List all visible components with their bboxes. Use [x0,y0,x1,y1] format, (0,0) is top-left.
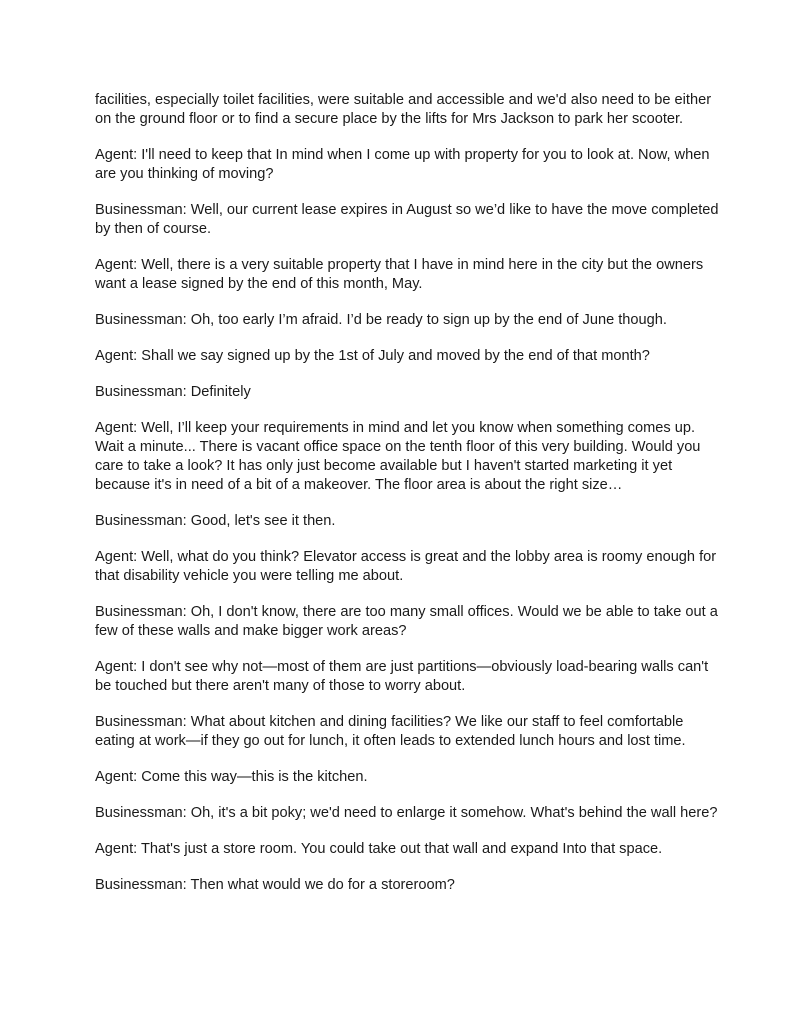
paragraph-7: Businessman: Definitely [95,384,251,400]
paragraph-4: Agent: Well, there is a very suitable property that I have in mind here in the city but the owners want a lease signed by the end of this month, May. [95,257,704,292]
paragraph-10: Agent: Well, what do you think? Elevator access is great and the lobby area is roomy enough for that disability vehicle you were telling me about. [95,549,717,584]
paragraph-13: Businessman: What about kitchen and dining facilities? We like our staff to feel comfortable eating at work—if they go out for lunch, it often leads to extended lunch hours and lost time. [95,714,686,749]
paragraph-17: Businessman: Then what would we do for a storeroom? [95,877,455,893]
paragraph-3: Businessman: Well, our current lease expires in August so we’d like to have the move completed by then of course. [95,202,719,237]
paragraph-9: Businessman: Good, let's see it then. [95,513,336,529]
paragraph-5: Businessman: Oh, too early I’m afraid. I’d be ready to sign up by the end of June though. [95,312,667,328]
paragraph-8: Agent: Well, I’ll keep your requirements in mind and let you know when something comes up. Wait a minute... There is vacant office space on the tenth floor of this very building. Would you care to take a look? It has only just become available but I haven't started marketing it yet because it's in need of a bit of a makeover. The floor area is about the right size… [95,420,701,493]
paragraph-1: facilities, especially toilet facilities, were suitable and accessible and we'd also need to be either on the ground floor or to find a secure place by the lifts for Mrs Jackson to park her scooter. [95,92,712,127]
paragraph-16: Agent: That's just a store room. You could take out that wall and expand Into that space. [95,841,663,857]
paragraph-12: Agent: I don't see why not—most of them are just partitions—obviously load-bearing walls can't be touched but there aren't many of those to worry about. [95,659,709,694]
paragraph-2: Agent: I'll need to keep that In mind when I come up with property for you to look at. Now, when are you thinking of moving? [95,147,710,182]
paragraph-14: Agent: Come this way—this is the kitchen. [95,769,368,785]
paragraph-11: Businessman: Oh, I don't know, there are too many small offices. Would we be able to take out a few of these walls and make bigger work areas? [95,604,718,639]
paragraph-15: Businessman: Oh, it's a bit poky; we'd need to enlarge it somehow. What's behind the wall here? [95,805,718,821]
paragraph-6: Agent: Shall we say signed up by the 1st of July and moved by the end of that month? [95,348,650,364]
